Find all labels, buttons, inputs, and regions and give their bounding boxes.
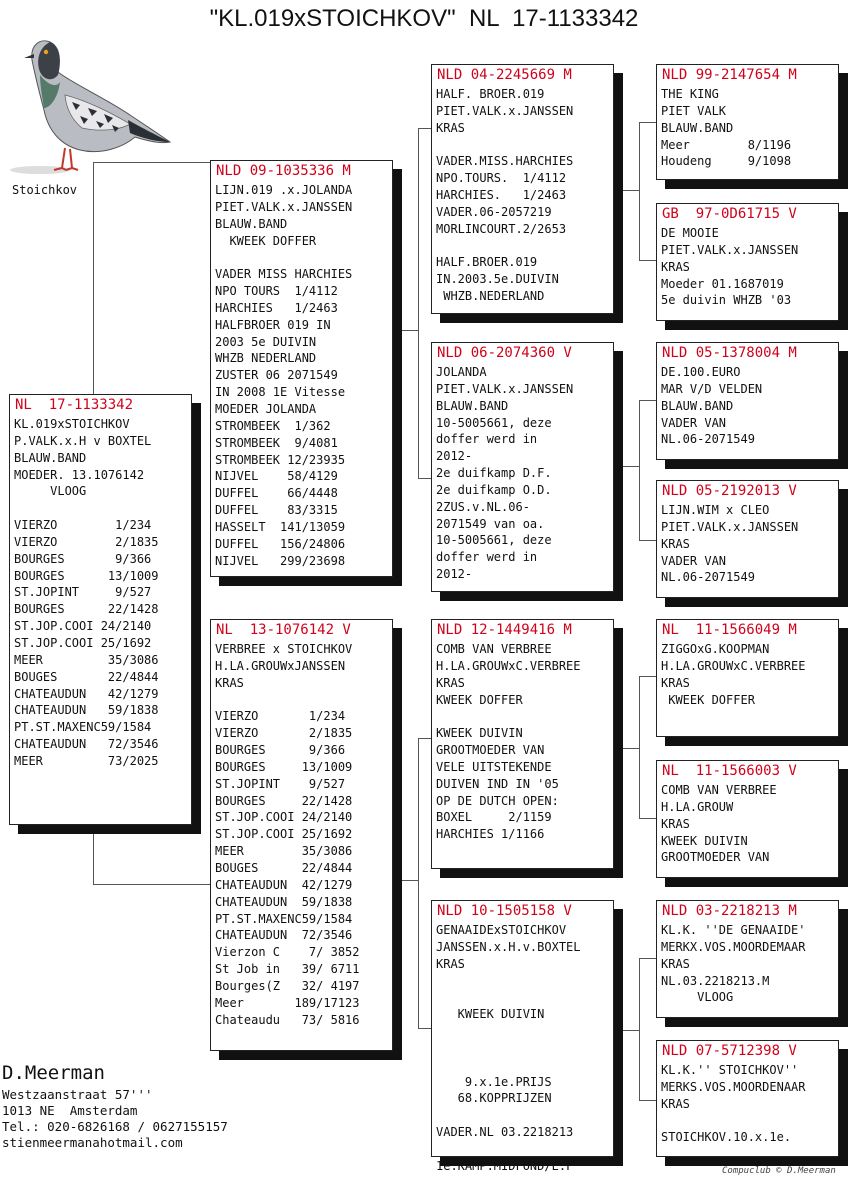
- detail-line: GENAAIDExSTOICHKOV: [436, 923, 567, 937]
- detail-line: HALFBROER 019 IN: [215, 317, 331, 332]
- detail-line: DUFFEL 156/24806: [215, 536, 346, 551]
- detail-line: 2012-: [436, 567, 473, 582]
- detail-line: COMB VAN VERBREE: [661, 783, 777, 797]
- ring-number: NLD 12-1449416 M: [437, 622, 572, 638]
- detail-line: [436, 708, 581, 725]
- detail-line: MERKX.VOS.MOORDEMAAR: [661, 939, 806, 954]
- pedigree-card-g2[interactable]: [656, 203, 839, 321]
- detail-line: 2e duifkamp D.F.: [436, 466, 552, 481]
- detail-line: [436, 1141, 581, 1158]
- detail-line: OP DE DUTCH OPEN:: [436, 793, 559, 808]
- connector-line: [613, 190, 639, 191]
- detail-line: VADER VAN: [661, 553, 727, 568]
- ring-number: NLD 05-2192013 V: [662, 483, 797, 499]
- detail-line: [436, 1040, 581, 1057]
- detail-line: DE MOOIE: [661, 226, 719, 240]
- pedigree-card-g3[interactable]: [656, 342, 839, 460]
- connector-line: [639, 122, 640, 260]
- pedigree-card-g8[interactable]: [656, 1040, 839, 1157]
- detail-line: HASSELT 141/13059: [215, 519, 346, 534]
- detail-line: BOURGES 9/366: [14, 551, 152, 566]
- detail-line: ST.JOPINT 9/527: [215, 776, 346, 791]
- pedigree-card-g6[interactable]: [656, 760, 839, 878]
- detail-line: [14, 500, 159, 517]
- pedigree-card-g7[interactable]: [656, 900, 839, 1018]
- card-details: [215, 182, 352, 569]
- card-details: [436, 86, 573, 305]
- detail-line: MOEDER JOLANDA: [215, 401, 317, 416]
- connector-line: [639, 676, 640, 818]
- pigeon-icon: [10, 20, 175, 175]
- detail-line: 9.x.1e.PRIJS: [436, 1074, 552, 1089]
- owner-address: Westzaanstraat 57''': [2, 1087, 153, 1102]
- ring-number: NLD 03-2218213 M: [662, 903, 797, 919]
- detail-line: PIET.VALK.x.JANSSEN: [661, 242, 799, 257]
- detail-line: KRAS: [661, 675, 690, 690]
- detail-line: KRAS: [436, 675, 465, 690]
- detail-line: ST.JOP.COOI 24/2140: [14, 619, 152, 634]
- connector-line: [639, 260, 657, 261]
- detail-line: MAR V/D VELDEN: [661, 381, 763, 396]
- detail-line: 10-5005661, deze: [436, 415, 552, 430]
- detail-line: MEER 35/3086: [14, 652, 159, 667]
- detail-line: VLOOG: [14, 484, 87, 499]
- ring-number: NLD 10-1505158 V: [437, 903, 572, 919]
- pedigree-card-dam[interactable]: [210, 619, 393, 1051]
- detail-line: BOURGES 9/366: [215, 743, 346, 758]
- detail-line: NPO.TOURS. 1/4112: [436, 171, 567, 186]
- detail-line: LIJN.019 .x.JOLANDA: [215, 183, 353, 197]
- detail-line: VADER VAN: [661, 415, 727, 430]
- detail-line: HARCHIES. 1/2463: [436, 188, 567, 203]
- detail-line: [215, 692, 360, 709]
- pedigree-card-sire-dam[interactable]: [431, 342, 614, 592]
- detail-line: CHATEAUDUN 42/1279: [215, 877, 353, 892]
- detail-line: MEER 73/2025: [14, 753, 159, 768]
- ring-number: GB 97-0D61715 V: [662, 206, 797, 222]
- detail-line: doffer werd in: [436, 550, 538, 565]
- connector-line: [93, 884, 213, 885]
- detail-line: VELE UITSTEKENDE: [436, 759, 552, 774]
- detail-line: BOUGES 22/4844: [14, 669, 159, 684]
- detail-line: ZUSTER 06 2071549: [215, 368, 338, 383]
- detail-line: NL.03.2218213.M: [661, 973, 770, 988]
- detail-line: VADER.MISS.HARCHIES: [436, 154, 574, 169]
- detail-line: HALF.BROER.019: [436, 255, 538, 270]
- detail-line: VIERZO 1/234: [215, 709, 346, 724]
- detail-line: PIET.VALK.x.JANSSEN: [215, 199, 353, 214]
- detail-line: St Job in 39/ 6711: [215, 962, 360, 977]
- ring-number: NLD 09-1035336 M: [216, 163, 351, 179]
- detail-line: H.LA.GROUWxJANSSEN: [215, 658, 346, 673]
- detail-line: KL.K. ''DE GENAAIDE': [661, 923, 806, 937]
- connector-line: [639, 540, 657, 541]
- detail-line: 1e.KAMP.MIDFOND/E.F: [436, 1158, 574, 1173]
- detail-line: KWEEK DUIVIN: [436, 726, 523, 741]
- connector-line: [639, 1100, 657, 1101]
- detail-line: VADER.NL 03.2218213: [436, 1125, 574, 1140]
- detail-line: 5e duivin WHZB '03: [661, 293, 792, 308]
- pedigree-card-g4[interactable]: [656, 480, 839, 598]
- detail-line: BOURGES 13/1009: [14, 568, 159, 583]
- bird-caption: Stoichkov: [12, 183, 78, 197]
- detail-line: GROOTMOEDER VAN: [661, 850, 770, 865]
- detail-line: KRAS: [661, 956, 690, 971]
- detail-line: H.LA.GROUWxC.VERBREE: [436, 658, 581, 673]
- detail-line: DUIVEN IND IN '05: [436, 776, 559, 791]
- pedigree-card-g1[interactable]: [656, 64, 839, 180]
- detail-line: NL.06-2071549: [661, 570, 755, 585]
- owner-email[interactable]: stienmeermanahotmail.com: [2, 1135, 183, 1150]
- page-title: "KL.019xSTOICHKOV" NL 17-1133342: [209, 5, 639, 32]
- detail-line: H.LA.GROUW: [661, 799, 734, 814]
- detail-line: VIERZO 2/1835: [14, 534, 159, 549]
- card-details: [661, 782, 777, 866]
- detail-line: KWEEK DOFFER: [215, 233, 317, 248]
- detail-line: IN 2008 1E Vitesse: [215, 385, 346, 400]
- ring-number: NLD 06-2074360 V: [437, 345, 572, 361]
- ring-number: NLD 05-1378004 M: [662, 345, 797, 361]
- card-details: [215, 641, 360, 1028]
- detail-line: VADER.06-2057219: [436, 204, 552, 219]
- detail-line: [436, 973, 581, 990]
- detail-line: Houdeng 9/1098: [661, 154, 792, 169]
- connector-line: [93, 162, 213, 163]
- connector-line: [639, 122, 657, 123]
- detail-line: [436, 1057, 581, 1074]
- connector-line: [639, 400, 657, 401]
- detail-line: 68.KOPPRIJZEN: [436, 1091, 552, 1106]
- detail-line: [436, 989, 581, 1006]
- ring-number: NL 17-1133342: [15, 397, 134, 413]
- card-details: [436, 641, 581, 843]
- detail-line: BOUGES 22/4844: [215, 860, 353, 875]
- detail-line: PT.ST.MAXENC59/1584: [215, 911, 353, 926]
- detail-line: BLAUW.BAND: [661, 398, 734, 413]
- detail-line: [436, 238, 573, 255]
- pedigree-card-subject[interactable]: [9, 394, 192, 825]
- detail-line: MORLINCOURT.2/2653: [436, 221, 567, 236]
- detail-line: HARCHIES 1/2463: [215, 300, 338, 315]
- detail-line: VIERZO 2/1835: [215, 726, 353, 741]
- detail-line: MOEDER. 13.1076142: [14, 467, 145, 482]
- owner-city: 1013 NE Amsterdam: [2, 1103, 138, 1118]
- pedigree-card-dam-sire[interactable]: [431, 619, 614, 869]
- detail-line: MERKS.VOS.MOORDENAAR: [661, 1079, 806, 1094]
- detail-line: KRAS: [436, 956, 465, 971]
- detail-line: 2071549 van oa.: [436, 516, 545, 531]
- detail-line: BOXEL 2/1159: [436, 810, 552, 825]
- ring-number: NL 11-1566003 V: [662, 763, 797, 779]
- card-details: [661, 922, 806, 1006]
- ring-number: NLD 99-2147654 M: [662, 67, 797, 83]
- detail-line: KWEEK DUIVIN: [661, 833, 748, 848]
- detail-line: ST.JOPINT 9/527: [14, 585, 152, 600]
- detail-line: BOURGES 22/1428: [215, 793, 353, 808]
- detail-line: NPO TOURS 1/4112: [215, 284, 338, 299]
- detail-line: ZIGGOxG.KOOPMAN: [661, 642, 770, 656]
- detail-line: 2003 5e DUIVIN: [215, 334, 317, 349]
- detail-line: Bourges(Z 32/ 4197: [215, 978, 360, 993]
- footer-credit: Compuclub © D.Meerman: [722, 1166, 836, 1176]
- detail-line: KWEEK DOFFER: [436, 692, 523, 707]
- detail-line: P.VALK.x.H v BOXTEL: [14, 433, 152, 448]
- pedigree-card-sire[interactable]: [210, 160, 393, 577]
- detail-line: NL.06-2071549: [661, 432, 755, 447]
- card-details: [14, 416, 159, 770]
- detail-line: Moeder 01.1687019: [661, 276, 784, 291]
- connector-line: [93, 824, 94, 884]
- detail-line: ST.JOP.COOI 25/1692: [14, 635, 152, 650]
- card-details: [661, 641, 806, 708]
- detail-line: STROMBEEK 12/23935: [215, 452, 346, 467]
- detail-line: NIJVEL 58/4129: [215, 469, 338, 484]
- connector-line: [392, 880, 418, 881]
- card-details: [661, 364, 762, 448]
- detail-line: WHZB.NEDERLAND: [436, 289, 545, 304]
- detail-line: BLAUW.BAND: [661, 120, 734, 135]
- ring-number: NLD 07-5712398 V: [662, 1043, 797, 1059]
- detail-line: STROMBEEK 9/4081: [215, 435, 338, 450]
- detail-line: MEER 35/3086: [215, 844, 353, 859]
- detail-line: Chateaudu 73/ 5816: [215, 1012, 360, 1027]
- detail-line: CHATEAUDUN 42/1279: [14, 686, 159, 701]
- detail-line: KRAS: [661, 259, 690, 274]
- detail-line: KRAS: [215, 675, 244, 690]
- card-details: [661, 502, 798, 586]
- connector-line: [639, 818, 657, 819]
- detail-line: BOURGES 13/1009: [215, 759, 353, 774]
- detail-line: CHATEAUDUN 72/3546: [215, 928, 353, 943]
- detail-line: LIJN.WIM x CLEO: [661, 503, 770, 517]
- detail-line: KL.K.'' STOICHKOV'': [661, 1063, 799, 1077]
- ring-number: NL 13-1076142 V: [216, 622, 351, 638]
- detail-line: KWEEK DOFFER: [661, 692, 755, 707]
- detail-line: KRAS: [436, 120, 465, 135]
- connector-line: [613, 748, 639, 749]
- detail-line: DUFFEL 83/3315: [215, 503, 338, 518]
- pigeon-photo: [10, 20, 175, 175]
- detail-line: HALF. BROER.019: [436, 87, 545, 101]
- ring-number: NL 11-1566049 M: [662, 622, 797, 638]
- connector-line: [613, 1030, 639, 1031]
- detail-line: KRAS: [661, 536, 690, 551]
- detail-line: KRAS: [661, 816, 690, 831]
- detail-line: H.LA.GROUWxC.VERBREE: [661, 658, 806, 673]
- detail-line: VIERZO 1/234: [14, 518, 152, 533]
- detail-line: Vierzon C 7/ 3852: [215, 945, 360, 960]
- card-details: [436, 922, 581, 1175]
- detail-line: 2ZUS.v.NL.06-: [436, 499, 530, 514]
- detail-line: JANSSEN.x.H.v.BOXTEL: [436, 939, 581, 954]
- detail-line: [436, 1023, 581, 1040]
- connector-line: [93, 162, 94, 394]
- connector-line: [639, 400, 640, 540]
- detail-line: VERBREE x STOICHKOV: [215, 642, 353, 656]
- detail-line: STOICHKOV.10.x.1e.: [661, 1130, 792, 1145]
- detail-line: VLOOG: [661, 990, 734, 1005]
- pedigree-card-g5[interactable]: [656, 619, 839, 737]
- detail-line: THE KING: [661, 87, 719, 101]
- detail-line: BLAUW.BAND: [215, 216, 288, 231]
- detail-line: KRAS: [661, 1096, 690, 1111]
- detail-line: PIET.VALK.x.JANSSEN: [436, 103, 574, 118]
- detail-line: DE.100.EURO: [661, 365, 741, 379]
- card-details: [661, 86, 791, 170]
- detail-line: PT.ST.MAXENC59/1584: [14, 720, 152, 735]
- detail-line: ST.JOP.COOI 25/1692: [215, 827, 353, 842]
- ring-number: NLD 04-2245669 M: [437, 67, 572, 83]
- owner-name: D.Meerman: [2, 1062, 105, 1084]
- detail-line: Meer 8/1196: [661, 137, 792, 152]
- detail-line: HARCHIES 1/1166: [436, 827, 545, 842]
- detail-line: PIET.VALK.x.JANSSEN: [661, 519, 799, 534]
- detail-line: [661, 1113, 806, 1130]
- detail-line: 2e duifkamp O.D.: [436, 482, 552, 497]
- detail-line: Meer 189/17123: [215, 995, 360, 1010]
- detail-line: [436, 1107, 581, 1124]
- detail-line: [215, 249, 352, 266]
- detail-line: BLAUW.BAND: [14, 450, 87, 465]
- detail-line: STROMBEEK 1/362: [215, 418, 331, 433]
- detail-line: 2012-: [436, 449, 473, 464]
- detail-line: VADER MISS HARCHIES: [215, 267, 353, 282]
- detail-line: PIET VALK: [661, 103, 727, 118]
- detail-line: IN.2003.5e.DUIVIN: [436, 272, 559, 287]
- card-details: [436, 364, 573, 583]
- connector-line: [613, 466, 639, 467]
- connector-line: [639, 958, 657, 959]
- detail-line: KWEEK DUIVIN: [436, 1007, 545, 1022]
- detail-line: KL.019xSTOICHKOV: [14, 417, 130, 431]
- detail-line: CHATEAUDUN 59/1838: [14, 703, 159, 718]
- detail-line: 10-5005661, deze: [436, 533, 552, 548]
- detail-line: PIET.VALK.x.JANSSEN: [436, 381, 574, 396]
- detail-line: GROOTMOEDER VAN: [436, 743, 545, 758]
- detail-line: NIJVEL 299/23698: [215, 553, 346, 568]
- detail-line: ST.JOP.COOI 24/2140: [215, 810, 353, 825]
- owner-phone: Tel.: 020-6826168 / 0627155157: [2, 1119, 228, 1134]
- connector-line: [418, 738, 419, 1028]
- detail-line: doffer werd in: [436, 432, 538, 447]
- connector-line: [639, 676, 657, 677]
- detail-line: CHATEAUDUN 59/1838: [215, 894, 353, 909]
- detail-line: CHATEAUDUN 72/3546: [14, 737, 159, 752]
- detail-line: BOURGES 22/1428: [14, 602, 159, 617]
- detail-line: BLAUW.BAND: [436, 398, 509, 413]
- card-details: [661, 1062, 806, 1146]
- connector-line: [639, 958, 640, 1100]
- card-details: [661, 225, 798, 309]
- detail-line: WHZB NEDERLAND: [215, 351, 317, 366]
- connector-line: [418, 128, 419, 478]
- detail-line: [436, 137, 573, 154]
- connector-line: [392, 330, 418, 331]
- detail-line: COMB VAN VERBREE: [436, 642, 552, 656]
- detail-line: JOLANDA: [436, 365, 487, 379]
- pedigree-card-sire-sire[interactable]: [431, 64, 614, 314]
- pedigree-card-dam-dam[interactable]: [431, 900, 614, 1173]
- detail-line: DUFFEL 66/4448: [215, 486, 338, 501]
